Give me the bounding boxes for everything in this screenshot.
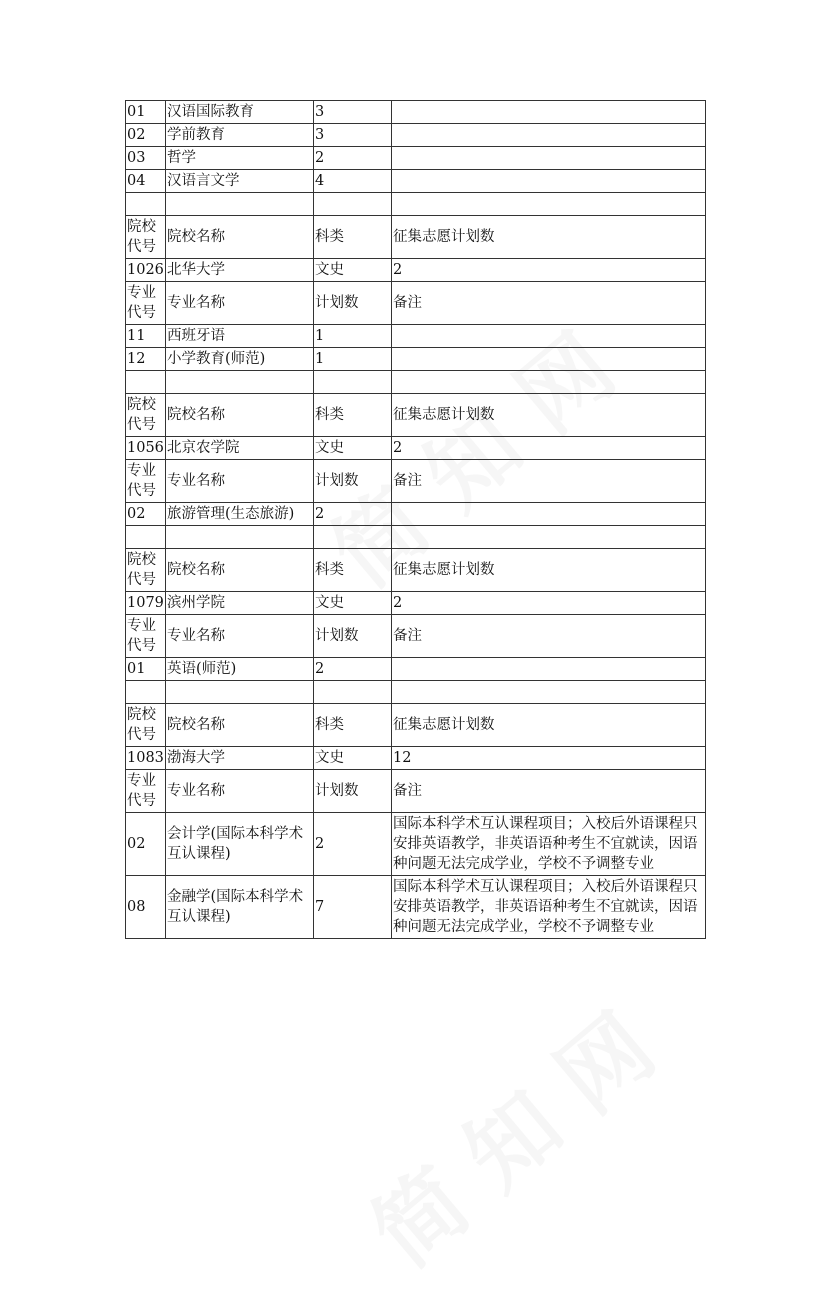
category-cell: 2	[314, 503, 392, 526]
table-row	[126, 170, 706, 193]
category-cell: 计划数	[314, 615, 392, 658]
category-cell: 1	[314, 348, 392, 371]
category-cell: 科类	[314, 216, 392, 259]
spacer-row	[126, 526, 706, 549]
code-cell: 专业代号	[126, 770, 166, 813]
spacer-row	[126, 193, 706, 216]
name-cell	[166, 371, 314, 394]
remark-cell	[392, 503, 706, 526]
name-cell: 北京农学院	[166, 437, 314, 460]
name-cell: 学前教育	[166, 124, 314, 147]
name-cell	[166, 681, 314, 704]
remark-cell	[392, 526, 706, 549]
category-cell: 3	[314, 124, 392, 147]
remark-cell	[392, 348, 706, 371]
category-cell	[314, 681, 392, 704]
school-row	[126, 747, 706, 770]
category-cell: 2	[314, 658, 392, 681]
remark-cell: 备注	[392, 282, 706, 325]
code-cell: 04	[126, 170, 166, 193]
category-cell: 计划数	[314, 282, 392, 325]
code-cell: 院校代号	[126, 704, 166, 747]
code-cell	[126, 526, 166, 549]
name-cell: 会计学(国际本科学术互认课程)	[166, 813, 314, 876]
remark-cell: 征集志愿计划数	[392, 704, 706, 747]
name-cell: 院校名称	[166, 704, 314, 747]
code-cell: 院校代号	[126, 549, 166, 592]
category-cell	[314, 371, 392, 394]
remark-cell	[392, 658, 706, 681]
category-cell: 计划数	[314, 770, 392, 813]
remark-cell	[392, 147, 706, 170]
code-cell: 03	[126, 147, 166, 170]
table-row	[126, 101, 706, 124]
header-row	[126, 704, 706, 747]
code-cell: 1079	[126, 592, 166, 615]
remark-cell: 备注	[392, 615, 706, 658]
name-cell: 小学教育(师范)	[166, 348, 314, 371]
code-cell: 1083	[126, 747, 166, 770]
category-cell: 2	[314, 147, 392, 170]
code-cell: 01	[126, 101, 166, 124]
name-cell: 专业名称	[166, 615, 314, 658]
category-cell: 计划数	[314, 460, 392, 503]
name-cell: 滨州学院	[166, 592, 314, 615]
code-cell: 1056	[126, 437, 166, 460]
code-cell: 专业代号	[126, 282, 166, 325]
header-row	[126, 216, 706, 259]
category-cell: 科类	[314, 394, 392, 437]
remark-cell: 征集志愿计划数	[392, 216, 706, 259]
name-cell: 旅游管理(生态旅游)	[166, 503, 314, 526]
code-cell	[126, 681, 166, 704]
spacer-row	[126, 681, 706, 704]
code-cell: 01	[126, 658, 166, 681]
code-cell: 02	[126, 124, 166, 147]
admission-plan-table	[125, 100, 706, 939]
header-row	[126, 770, 706, 813]
category-cell	[314, 193, 392, 216]
remark-cell	[392, 193, 706, 216]
name-cell: 专业名称	[166, 282, 314, 325]
table-body	[126, 101, 706, 939]
category-cell: 3	[314, 101, 392, 124]
watermark	[340, 960, 699, 1291]
remark-cell: 12	[392, 747, 706, 770]
table-row	[126, 348, 706, 371]
school-row	[126, 592, 706, 615]
remark-cell	[392, 325, 706, 348]
remark-cell: 国际本科学术互认课程项目；入校后外语课程只安排英语教学，非英语语种考生不宜就读，因语种问题无法完成学业，学校不予调整专业	[392, 876, 706, 939]
code-cell	[126, 371, 166, 394]
header-row	[126, 615, 706, 658]
remark-cell	[392, 371, 706, 394]
name-cell: 金融学(国际本科学术互认课程)	[166, 876, 314, 939]
category-cell: 文史	[314, 747, 392, 770]
code-cell: 08	[126, 876, 166, 939]
name-cell: 院校名称	[166, 549, 314, 592]
name-cell: 汉语国际教育	[166, 101, 314, 124]
header-row	[126, 282, 706, 325]
category-cell	[314, 526, 392, 549]
code-cell: 1026	[126, 259, 166, 282]
name-cell: 院校名称	[166, 394, 314, 437]
name-cell: 汉语言文学	[166, 170, 314, 193]
school-row	[126, 437, 706, 460]
remark-cell: 征集志愿计划数	[392, 394, 706, 437]
name-cell: 渤海大学	[166, 747, 314, 770]
remark-cell: 征集志愿计划数	[392, 549, 706, 592]
name-cell: 北华大学	[166, 259, 314, 282]
code-cell: 11	[126, 325, 166, 348]
remark-cell	[392, 124, 706, 147]
remark-cell: 2	[392, 259, 706, 282]
remark-cell: 2	[392, 592, 706, 615]
code-cell	[126, 193, 166, 216]
name-cell	[166, 193, 314, 216]
table-row	[126, 503, 706, 526]
name-cell: 专业名称	[166, 770, 314, 813]
category-cell: 科类	[314, 549, 392, 592]
table-row	[126, 124, 706, 147]
name-cell: 英语(师范)	[166, 658, 314, 681]
category-cell: 文史	[314, 437, 392, 460]
remark-cell	[392, 170, 706, 193]
spacer-row	[126, 371, 706, 394]
table-row	[126, 147, 706, 170]
name-cell: 院校名称	[166, 216, 314, 259]
remark-cell: 国际本科学术互认课程项目；入校后外语课程只安排英语教学，非英语语种考生不宜就读，因语种问题无法完成学业，学校不予调整专业	[392, 813, 706, 876]
name-cell: 哲学	[166, 147, 314, 170]
category-cell: 科类	[314, 704, 392, 747]
category-cell: 1	[314, 325, 392, 348]
remark-cell: 2	[392, 437, 706, 460]
table-row	[126, 325, 706, 348]
code-cell: 院校代号	[126, 216, 166, 259]
header-row	[126, 549, 706, 592]
table-row	[126, 876, 706, 939]
remark-cell	[392, 101, 706, 124]
remark-cell: 备注	[392, 460, 706, 503]
code-cell: 专业代号	[126, 615, 166, 658]
school-row	[126, 259, 706, 282]
code-cell: 专业代号	[126, 460, 166, 503]
table-row	[126, 658, 706, 681]
name-cell: 专业名称	[166, 460, 314, 503]
header-row	[126, 394, 706, 437]
code-cell: 院校代号	[126, 394, 166, 437]
name-cell: 西班牙语	[166, 325, 314, 348]
code-cell: 12	[126, 348, 166, 371]
category-cell: 文史	[314, 592, 392, 615]
remark-cell: 备注	[392, 770, 706, 813]
category-cell: 文史	[314, 259, 392, 282]
category-cell: 7	[314, 876, 392, 939]
code-cell: 02	[126, 503, 166, 526]
category-cell: 4	[314, 170, 392, 193]
code-cell: 02	[126, 813, 166, 876]
table-row	[126, 813, 706, 876]
remark-cell	[392, 681, 706, 704]
header-row	[126, 460, 706, 503]
category-cell: 2	[314, 813, 392, 876]
name-cell	[166, 526, 314, 549]
